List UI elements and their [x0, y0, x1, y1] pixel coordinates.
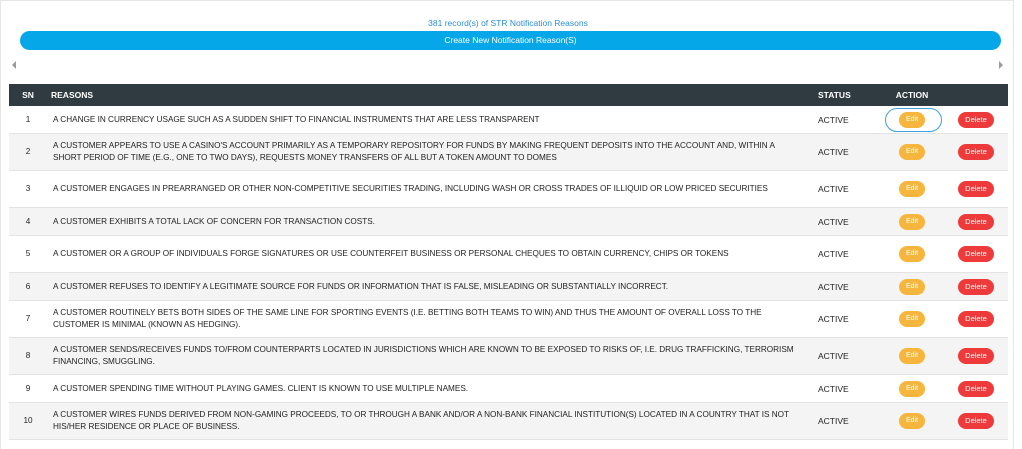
caret-left-icon[interactable]: [9, 59, 19, 71]
row-edit-cell: [880, 208, 944, 236]
column-header-status: STATUS: [814, 84, 880, 106]
edit-button[interactable]: Edit: [899, 246, 925, 262]
row-sn: 9: [9, 375, 47, 403]
column-header-reasons: REASONS: [47, 84, 814, 106]
row-reason: A CUSTOMER APPEARS TO USE A CASINO'S ACCOUNT PRIMARILY AS A TEMPORARY REPOSITORY FOR FUNDS BY MAKING FREQUENT DEPOSITS INTO THE ACCOUNT AND, WITHIN A SHORT PERIOD OF TIME (E.G., ONE TO TWO DAYS), REQUESTS MONEY TRANSFERS OF ALL BUT A TOKEN AMOUNT TO DOMES: [47, 134, 814, 171]
delete-button[interactable]: Delete: [958, 279, 994, 295]
row-reason: A CUSTOMER SENDS/RECEIVES FUNDS TO/FROM COUNTERPARTS LOCATED IN JURISDICTIONS WHICH ARE KNOWN TO BE EXPOSED TO RISKS OF, I.E. DRUG TRAFFICKING, TERRORISM FINANCING, SMUGGLING.: [47, 338, 814, 375]
edit-button[interactable]: Edit: [899, 144, 925, 160]
create-notification-reason-button[interactable]: Create New Notification Reason(S): [20, 31, 1001, 50]
row-delete-cell: [944, 301, 1008, 338]
row-delete-cell: [944, 208, 1008, 236]
row-edit-cell: [880, 236, 944, 273]
row-edit-cell: [880, 171, 944, 208]
reasons-table-container: [9, 84, 1008, 440]
row-delete-cell: [944, 236, 1008, 273]
row-edit-cell: [880, 273, 944, 301]
delete-button[interactable]: Delete: [958, 348, 994, 364]
edit-button[interactable]: Edit: [899, 279, 925, 295]
row-sn: 3: [9, 171, 47, 208]
edit-button[interactable]: Edit: [899, 214, 925, 230]
delete-button[interactable]: Delete: [958, 214, 994, 230]
column-header-sn: SN: [9, 84, 47, 106]
edit-button[interactable]: Edit: [899, 413, 925, 429]
row-delete-cell: [944, 375, 1008, 403]
column-header-action: ACTION: [880, 84, 944, 106]
row-status: ACTIVE: [814, 403, 880, 440]
caret-right-icon[interactable]: [996, 59, 1006, 71]
row-reason: A CUSTOMER ENGAGES IN PREARRANGED OR OTHER NON-COMPETITIVE SECURITIES TRADING, INCLUDING WASH OR CROSS TRADES OF ILLIQUID OR LOW PRICED SECURITIES: [47, 171, 814, 208]
table-row: [9, 301, 1008, 338]
row-delete-cell: [944, 403, 1008, 440]
edit-button[interactable]: Edit: [899, 311, 925, 327]
row-reason: A CUSTOMER WIRES FUNDS DERIVED FROM NON-GAMING PROCEEDS, TO OR THROUGH A BANK AND/OR A NON-BANK FINANCIAL INSTITUTION(S) LOCATED IN A COUNTRY THAT IS NOT HIS/HER RESIDENCE OR PLACE OF BUSINESS.: [47, 403, 814, 440]
row-edit-cell: [880, 375, 944, 403]
table-row: [9, 106, 1008, 134]
table-row: [9, 208, 1008, 236]
table-row: [9, 134, 1008, 171]
delete-button[interactable]: Delete: [958, 413, 994, 429]
row-sn: 6: [9, 273, 47, 301]
row-edit-cell: [880, 134, 944, 171]
row-edit-cell: [880, 338, 944, 375]
record-count-text: 381 record(s) of STR Notification Reasons: [428, 18, 588, 28]
delete-button[interactable]: Delete: [958, 311, 994, 327]
row-reason: A CUSTOMER EXHIBITS A TOTAL LACK OF CONCERN FOR TRANSACTION COSTS.: [47, 208, 814, 236]
row-delete-cell: [944, 273, 1008, 301]
row-sn: 5: [9, 236, 47, 273]
row-status: ACTIVE: [814, 301, 880, 338]
delete-button[interactable]: Delete: [958, 112, 994, 128]
reasons-table: [9, 84, 1008, 440]
row-reason: A CHANGE IN CURRENCY USAGE SUCH AS A SUDDEN SHIFT TO FINANCIAL INSTRUMENTS THAT ARE LESS TRANSPARENT: [47, 106, 814, 134]
row-edit-cell: [880, 403, 944, 440]
table-row: [9, 403, 1008, 440]
row-reason: A CUSTOMER SPENDING TIME WITHOUT PLAYING GAMES. CLIENT IS KNOWN TO USE MULTIPLE NAMES.: [47, 375, 814, 403]
row-sn: 4: [9, 208, 47, 236]
table-row: [9, 375, 1008, 403]
row-sn: 8: [9, 338, 47, 375]
row-status: ACTIVE: [814, 236, 880, 273]
column-header-blank: [944, 84, 1008, 106]
table-row: [9, 273, 1008, 301]
row-sn: 2: [9, 134, 47, 171]
edit-button[interactable]: Edit: [899, 348, 925, 364]
edit-button[interactable]: Edit: [899, 181, 925, 197]
row-edit-cell: [880, 301, 944, 338]
row-reason: A CUSTOMER REFUSES TO IDENTIFY A LEGITIMATE SOURCE FOR FUNDS OR INFORMATION THAT IS FALSE, MISLEADING OR SUBSTANTIALLY INCORRECT.: [47, 273, 814, 301]
table-row: [9, 171, 1008, 208]
row-status: ACTIVE: [814, 134, 880, 171]
row-sn: 1: [9, 106, 47, 134]
row-status: ACTIVE: [814, 171, 880, 208]
row-status: ACTIVE: [814, 208, 880, 236]
horizontal-scroll-controls: [9, 59, 1006, 71]
edit-button[interactable]: Edit: [899, 381, 925, 397]
row-delete-cell: [944, 106, 1008, 134]
row-sn: 10: [9, 403, 47, 440]
delete-button[interactable]: Delete: [958, 246, 994, 262]
row-delete-cell: [944, 171, 1008, 208]
table-row: [9, 236, 1008, 273]
row-sn: 7: [9, 301, 47, 338]
row-edit-cell: [880, 106, 944, 134]
delete-button[interactable]: Delete: [958, 144, 994, 160]
row-status: ACTIVE: [814, 273, 880, 301]
row-delete-cell: [944, 134, 1008, 171]
row-reason: A CUSTOMER ROUTINELY BETS BOTH SIDES OF THE SAME LINE FOR SPORTING EVENTS (I.E. BETTING BOTH TEAMS TO WIN) AND THUS THE AMOUNT OF OVERALL LOSS TO THE CUSTOMER IS MINIMAL (KNOWN AS HEDGING).: [47, 301, 814, 338]
row-reason: A CUSTOMER OR A GROUP OF INDIVIDUALS FORGE SIGNATURES OR USE COUNTERFEIT BUSINESS OR PERSONAL CHEQUES TO OBTAIN CURRENCY, CHIPS OR TOKENS: [47, 236, 814, 273]
edit-button[interactable]: Edit: [899, 112, 925, 128]
delete-button[interactable]: Delete: [958, 381, 994, 397]
table-row: [9, 338, 1008, 375]
row-status: ACTIVE: [814, 106, 880, 134]
row-status: ACTIVE: [814, 338, 880, 375]
table-header-row: [9, 84, 1008, 106]
delete-button[interactable]: Delete: [958, 181, 994, 197]
row-status: ACTIVE: [814, 375, 880, 403]
row-delete-cell: [944, 338, 1008, 375]
